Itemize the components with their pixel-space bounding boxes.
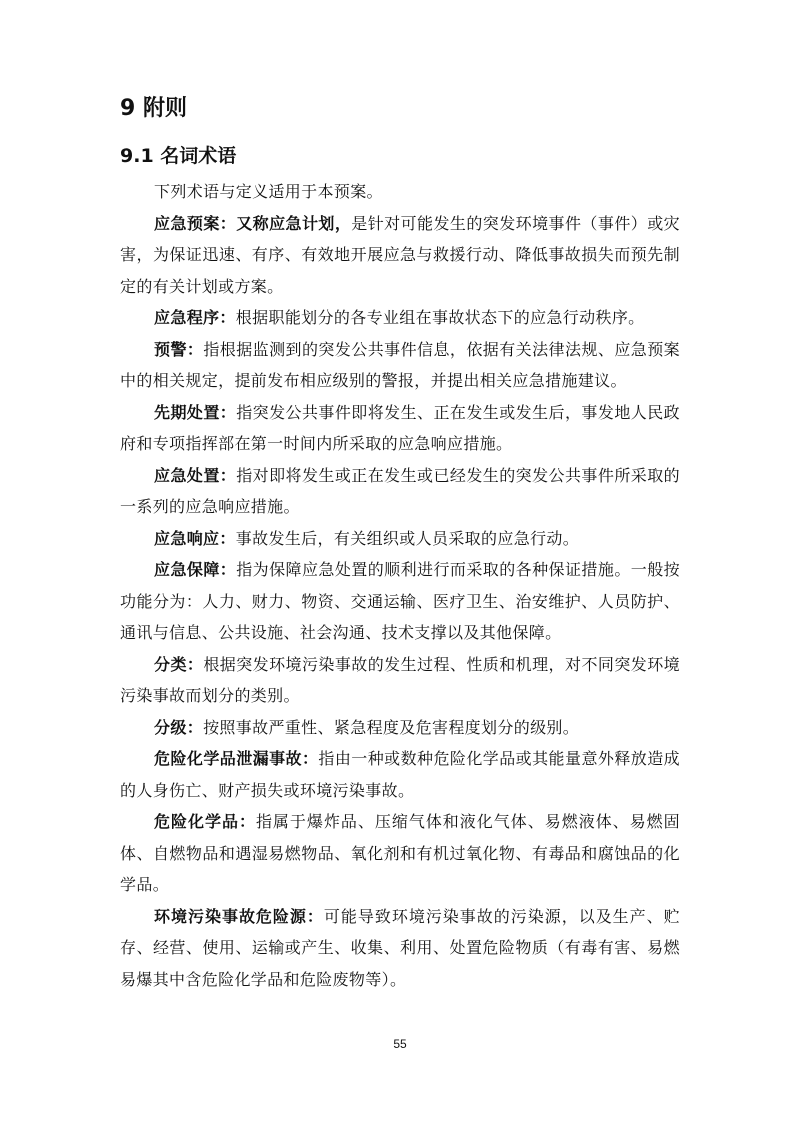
definition-term: 应急响应： [154,528,236,548]
definition-paragraph [120,302,680,334]
definition-term: 应急保障： [154,560,237,579]
definition-term: 危险化学品泄漏事故： [154,749,319,768]
definition-term: 危险化学品： [154,812,256,831]
definition-text: 指根据监测到的突发公共事件信息，依据有关法律法规、应急预案中的相关规定，提前发布相应级别的警报，并提出相关应急措施建议。 [120,339,680,390]
definition-paragraph [120,208,680,303]
definition-paragraph [120,712,680,744]
definition-term: 应急预案：又称应急计划， [154,213,352,233]
definition-paragraph [120,460,680,523]
definition-paragraph [120,554,680,649]
definition-paragraph [120,743,680,806]
definition-paragraph [120,901,680,996]
definitions-body [120,176,680,995]
definition-text: 指由一种或数种危险化学品或其能量意外释放造成的人身伤亡、财产损失或环境污染事故。 [120,749,680,800]
definition-term: 分类： [154,654,204,674]
definition-text: 根据职能划分的各专业组在事故状态下的应急行动秩序。 [235,308,645,327]
definition-text: 根据突发环境污染事故的发生过程、性质和机理，对不同突发环境污染事故而划分的类别。 [120,654,680,705]
definition-text: 可能导致环境污染事故的污染源，以及生产、贮存、经营、使用、运输或产生、收集、利用、处置危险物质（有毒有害、易燃易爆其中含危险化学品和危险废物等）。 [120,906,680,989]
section-heading: 9 附则 [120,96,187,121]
definition-paragraph [120,806,680,901]
intro-paragraph: 下列术语与定义适用于本预案。 [154,182,383,201]
definition-text: 指突发公共事件即将发生、正在发生或发生后，事发地人民政府和专项指挥部在第一时间内所采取的应急响应措施。 [120,402,680,453]
definition-term: 预警： [154,339,204,359]
definition-paragraph [120,397,680,460]
definition-paragraph [120,649,680,712]
definition-term: 环境污染事故危险源： [154,906,324,926]
definition-term: 应急程序： [154,308,236,327]
definition-text: 按照事故严重性、紧急程度及危害程度划分的级别。 [203,717,580,737]
definition-text: 是针对可能发生的突发环境事件（事件）或灾害，为保证迅速、有序、有效地开展应急与救援行动、降低事故损失而预先制定的有关计划或方案。 [120,213,680,296]
page-number: 55 [393,1037,407,1051]
definition-term: 先期处置： [154,402,237,422]
definition-term: 应急处置： [154,465,237,485]
definition-paragraph [120,334,680,397]
definition-text: 指为保障应急处置的顺利进行而采取的各种保证措施。一般按功能分为：人力、财力、物资、交通运输、医疗卫生、治安维护、人员防护、通讯与信息、公共设施、社会沟通、技术支撑以及其他保障。 [120,560,680,642]
definition-text: 事故发生后，有关组织或人员采取的应急行动。 [235,528,580,548]
definition-text: 指属于爆炸品、压缩气体和液化气体、易燃液体、易燃固体、自燃物品和遇湿易燃物品、氧化剂和有机过氧化物、有毒品和腐蚀品的化学品。 [120,812,680,894]
definition-term: 分级： [154,717,204,737]
definition-text: 指对即将发生或正在发生或已经发生的突发公共事件所采取的一系列的应急响应措施。 [120,465,680,516]
subsection-heading: 9.1 名词术语 [120,145,237,167]
definition-paragraph [120,523,680,555]
